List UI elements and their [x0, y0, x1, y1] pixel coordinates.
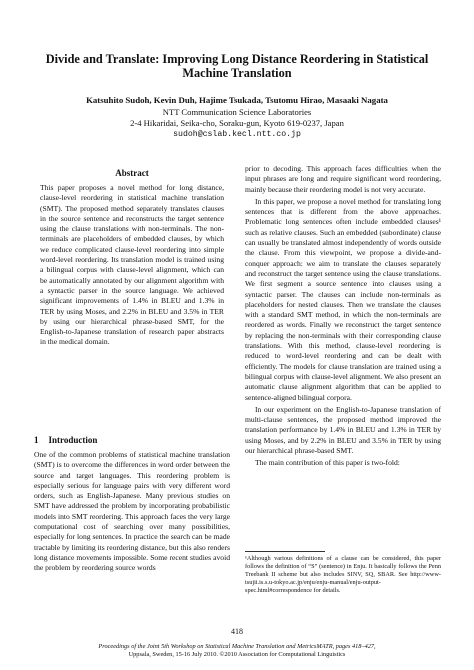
footnote-divider — [245, 551, 325, 552]
author-email: sudoh@cslab.kecl.ntt.co.jp — [173, 130, 301, 139]
proceedings-line-1: Proceedings of the Joint 5th Workshop on Statistical Machine Translation and MetricsMATR, pages 418–427, — [98, 643, 376, 650]
paper-title — [30, 52, 444, 80]
author-list: Katsuhito Sudoh, Kevin Duh, Hajime Tsukada, Tsutomu Hirao, Masaaki Nagata — [86, 95, 388, 105]
right-column-text — [245, 164, 441, 469]
proceedings-line-2: Uppsala, Sweden, 15-16 July 2010. ©2010 Association for Computational Linguistics — [128, 651, 346, 658]
paragraph: The main contribution of this paper is two-fold: — [255, 458, 400, 468]
section-title: Introduction — [48, 435, 98, 445]
section-number: 1 — [34, 435, 39, 445]
title-line-1: Divide and Translate: Improving Long Distance Reordering in Statistical — [45, 52, 429, 66]
page-number: 418 — [231, 627, 243, 636]
section-heading-introduction — [34, 435, 230, 445]
abstract-heading: Abstract — [115, 168, 149, 178]
paragraph: In this paper, we propose a novel method for translating long sentences that is different from the above approaches. Problematic long sentences often include embedded clauses¹ such as relative clauses. Such an embedded (subordinate) clause can usually be translated almost independently of words outside the clause. From this viewpoint, we propose a divide-and-conquer approach: we aim to translate the clauses separately and reconstruct the target sentence using the clause translations. We first segment a source sentence into clauses using a syntactic parser. The clauses can include non-terminals as placeholders for nested clauses. Then we translate the clauses with a standard SMT method, in which the non-terminals are reordered as words. Finally we reconstruct the target sentence by replacing the non-terminals with their corresponding clause translations. With this method, clause-level reordering is reduced to word-level reordering and can be dealt with efficiently. The models for clause translation are trained using a bilingual corpus with clause-level alignment. We also present an automatic clause alignment algorithm that can be applied to sentence-aligned bilingual corpora. — [245, 196, 441, 402]
affiliation-address: 2-4 Hikaridai, Seika-cho, Soraku-gun, Kyoto 619-0237, Japan — [130, 118, 344, 128]
title-line-2: Machine Translation — [182, 66, 292, 80]
introduction-text: One of the common problems of statistical machine translation (SMT) is to overcome the differences in word order between the source and target languages. This reordering problem is especially serious for language pairs with very different word orders, such as English-Japanese. Many previous studies on SMT have addressed the problem by incorporating probabilistic models into SMT reordering. This approach faces the very large computational cost of searching over many possibilities, especially for long sentences. In practice the search can be made tractable by limiting its reordering distance, but this also renders long distance movements impossible. Some recent studies avoid the problem by reordering source words — [34, 450, 230, 573]
affiliation — [30, 107, 444, 140]
paragraph: prior to decoding. This approach faces difficulties when the input phrases are long and require significant word reordering, mainly because their reordering model is not very accurate. — [245, 164, 441, 194]
paragraph: In our experiment on the English-to-Japanese translation of multi-clause sentences, the proposed method improved the translation performance by 1.4% in BLEU and 1.3% in TER by using Moses, and by 2.2% in BLEU and 3.5% in TER by using our hierarchical phrase-based SMT. — [245, 404, 441, 456]
affiliation-org: NTT Communication Science Laboratories — [162, 107, 312, 117]
footnote: ¹Although various definitions of a clause can be considered, this paper follows the definition of “S” (sentence) in Enju. It basically follows the Penn Treebank II scheme but also includes SINV, SQ, SBAR. See http://www-tsujii.is.s.u-tokyo.ac.jp/enju/enju-manual/enju-output-spec.html#correspondence for details. — [245, 555, 441, 594]
abstract-text: This paper proposes a novel method for long distance, clause-level reordering in statistical machine translation (SMT). The proposed method separately translates clauses in the source sentence and reconstructs the target sentence using the clause translations with non-terminals. The non-terminals are placeholders of embedded clauses, by which we reduce complicated clause-level reordering into simple word-level reordering. Its translation model is trained using a bilingual corpus with clause-level alignment, which can be automatically annotated by our alignment algorithm with a syntactic parser in the source language. We achieved significant improvements of 1.4% in BLEU and 1.3% in TER by using Moses, and 2.2% in BLEU and 3.5% in TER by using our hierarchical phrase-based SMT, for the English-to-Japanese translation of research paper abstracts in the medical domain. — [40, 183, 224, 347]
proceedings-footer — [30, 643, 444, 659]
